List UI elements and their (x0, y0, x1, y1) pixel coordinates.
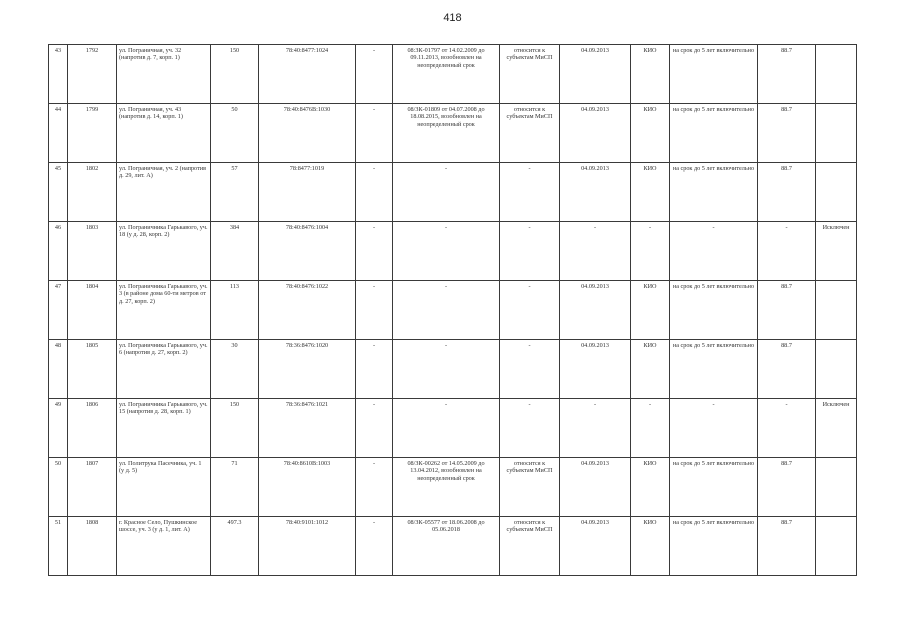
table-row (49, 45, 857, 104)
empty-column-cell: - (356, 222, 393, 281)
cadastral-number-cell: 78:36:8476:1020 (259, 340, 356, 399)
cadastral-number-cell: 78:40:8476:1022 (259, 281, 356, 340)
area-cell: 150 (211, 45, 259, 104)
area-cell: 113 (211, 281, 259, 340)
lease-document-cell: - (393, 163, 500, 222)
code-cell: 88.7 (758, 45, 816, 104)
record-id-cell: 1803 (68, 222, 117, 281)
lease-document-cell: 08/ЗК-05577 от 18.06.2008 до 05.06.2018 (393, 517, 500, 576)
date-cell: - (560, 399, 631, 458)
lease-document-cell: 08/ЗК-00262 от 14.05.2009 до 13.04.2012, возобновлен на неопределенный срок (393, 458, 500, 517)
code-cell: 88.7 (758, 517, 816, 576)
business-category-cell: - (500, 222, 560, 281)
row-number-cell: 47 (49, 281, 68, 340)
row-number-cell: 48 (49, 340, 68, 399)
empty-column-cell: - (356, 399, 393, 458)
empty-column-cell: - (356, 163, 393, 222)
row-number-cell: 45 (49, 163, 68, 222)
address-cell: ул. Пограничная, уч. 32 (напротив д. 7, корп. 1) (117, 45, 211, 104)
note-cell (816, 163, 857, 222)
row-number-cell: 51 (49, 517, 68, 576)
table-row (49, 222, 857, 281)
organization-cell: КИО (631, 340, 670, 399)
note-cell (816, 104, 857, 163)
lease-document-cell: 08/ЗК-01809 от 04.07.2008 до 18.08.2015, возобновлен на неопределенный срок (393, 104, 500, 163)
business-category-cell: относится к субъектам МиСП (500, 517, 560, 576)
code-cell: - (758, 222, 816, 281)
page-number: 418 (443, 12, 462, 24)
lease-document-cell: - (393, 399, 500, 458)
empty-column-cell: - (356, 340, 393, 399)
record-id-cell: 1808 (68, 517, 117, 576)
address-cell: ул. Пограничная, уч. 43 (напротив д. 14, корп. 1) (117, 104, 211, 163)
area-cell: 150 (211, 399, 259, 458)
date-cell: 04.09.2013 (560, 517, 631, 576)
record-id-cell: 1799 (68, 104, 117, 163)
row-number-cell: 46 (49, 222, 68, 281)
business-category-cell: - (500, 340, 560, 399)
record-id-cell: 1804 (68, 281, 117, 340)
table-row (49, 163, 857, 222)
date-cell: 04.09.2013 (560, 104, 631, 163)
date-cell: - (560, 222, 631, 281)
empty-column-cell: - (356, 281, 393, 340)
record-id-cell: 1807 (68, 458, 117, 517)
address-cell: ул. Политрука Пасечника, уч. 1 (у д. 5) (117, 458, 211, 517)
code-cell: 88.7 (758, 281, 816, 340)
note-cell (816, 281, 857, 340)
lease-document-cell: - (393, 281, 500, 340)
organization-cell: КИО (631, 104, 670, 163)
lease-term-cell: на срок до 5 лет включительно (670, 517, 758, 576)
date-cell: 04.09.2013 (560, 45, 631, 104)
record-id-cell: 1806 (68, 399, 117, 458)
cadastral-number-cell: 78:40:9101:1012 (259, 517, 356, 576)
row-number-cell: 49 (49, 399, 68, 458)
cadastral-number-cell: 78:40:8476В:1030 (259, 104, 356, 163)
cadastral-number-cell: 78:40:8610В:1003 (259, 458, 356, 517)
area-cell: 71 (211, 458, 259, 517)
organization-cell: КИО (631, 163, 670, 222)
row-number-cell: 43 (49, 45, 68, 104)
organization-cell: - (631, 399, 670, 458)
code-cell: - (758, 399, 816, 458)
organization-cell: КИО (631, 458, 670, 517)
table-row (49, 458, 857, 517)
lease-term-cell: - (670, 222, 758, 281)
row-number-cell: 50 (49, 458, 68, 517)
note-cell (816, 517, 857, 576)
note-cell (816, 458, 857, 517)
lease-term-cell: на срок до 5 лет включительно (670, 340, 758, 399)
note-cell: Исключен (816, 222, 857, 281)
business-category-cell: относится к субъектам МиСП (500, 458, 560, 517)
organization-cell: КИО (631, 517, 670, 576)
business-category-cell: - (500, 163, 560, 222)
date-cell: 04.09.2013 (560, 458, 631, 517)
table-row (49, 517, 857, 576)
address-cell: ул. Пограничника Гарькавого, уч. 15 (напротив д. 28, корп. 1) (117, 399, 211, 458)
date-cell: 04.09.2013 (560, 163, 631, 222)
business-category-cell: - (500, 399, 560, 458)
lease-document-cell: - (393, 222, 500, 281)
code-cell: 88.7 (758, 458, 816, 517)
business-category-cell: относится к субъектам МиСП (500, 104, 560, 163)
cadastral-number-cell: 78:40:8477:1024 (259, 45, 356, 104)
area-cell: 384 (211, 222, 259, 281)
empty-column-cell: - (356, 517, 393, 576)
code-cell: 88.7 (758, 104, 816, 163)
row-number-cell: 44 (49, 104, 68, 163)
record-id-cell: 1805 (68, 340, 117, 399)
cadastral-number-cell: 78:40:8476:1004 (259, 222, 356, 281)
empty-column-cell: - (356, 45, 393, 104)
address-cell: ул. Пограничника Гарькавого, уч. 6 (напротив д. 27, корп. 2) (117, 340, 211, 399)
empty-column-cell: - (356, 458, 393, 517)
registry-table (48, 44, 857, 576)
empty-column-cell: - (356, 104, 393, 163)
organization-cell: - (631, 222, 670, 281)
cadastral-number-cell: 78:36:8476:1021 (259, 399, 356, 458)
address-cell: г. Красное Село, Пушкинское шоссе, уч. 3 (у д. 1, лит. А) (117, 517, 211, 576)
lease-document-cell: 08:ЗК-01797 от 14.02.2009 до 09.11.2013, возобновлен на неопределенный срок (393, 45, 500, 104)
table-row (49, 340, 857, 399)
lease-term-cell: на срок до 5 лет включительно (670, 281, 758, 340)
area-cell: 57 (211, 163, 259, 222)
area-cell: 50 (211, 104, 259, 163)
record-id-cell: 1802 (68, 163, 117, 222)
note-cell: Исключен (816, 399, 857, 458)
date-cell: 04.09.2013 (560, 281, 631, 340)
cadastral-number-cell: 78:8477:1019 (259, 163, 356, 222)
lease-term-cell: на срок до 5 лет включительно (670, 45, 758, 104)
lease-document-cell: - (393, 340, 500, 399)
address-cell: ул. Пограничника Гарькавого, уч. 18 (у д. 28, корп. 2) (117, 222, 211, 281)
code-cell: 88.7 (758, 163, 816, 222)
table-row (49, 281, 857, 340)
business-category-cell: - (500, 281, 560, 340)
lease-term-cell: на срок до 5 лет включительно (670, 104, 758, 163)
organization-cell: КИО (631, 281, 670, 340)
lease-term-cell: на срок до 5 лет включительно (670, 163, 758, 222)
note-cell (816, 340, 857, 399)
code-cell: 88.7 (758, 340, 816, 399)
address-cell: ул. Пограничная, уч. 2 (напротив д. 29, лит. А) (117, 163, 211, 222)
note-cell (816, 45, 857, 104)
organization-cell: КИО (631, 45, 670, 104)
lease-term-cell: - (670, 399, 758, 458)
lease-term-cell: на срок до 5 лет включительно (670, 458, 758, 517)
business-category-cell: относится к субъектам МиСП (500, 45, 560, 104)
table-row (49, 399, 857, 458)
area-cell: 30 (211, 340, 259, 399)
record-id-cell: 1792 (68, 45, 117, 104)
address-cell: ул. Пограничника Гарькавого, уч. 3 (в районе дома 60-ти метров от д. 27, корп. 2) (117, 281, 211, 340)
area-cell: 497.3 (211, 517, 259, 576)
date-cell: 04.09.2013 (560, 340, 631, 399)
table-body (49, 45, 857, 576)
table-row (49, 104, 857, 163)
